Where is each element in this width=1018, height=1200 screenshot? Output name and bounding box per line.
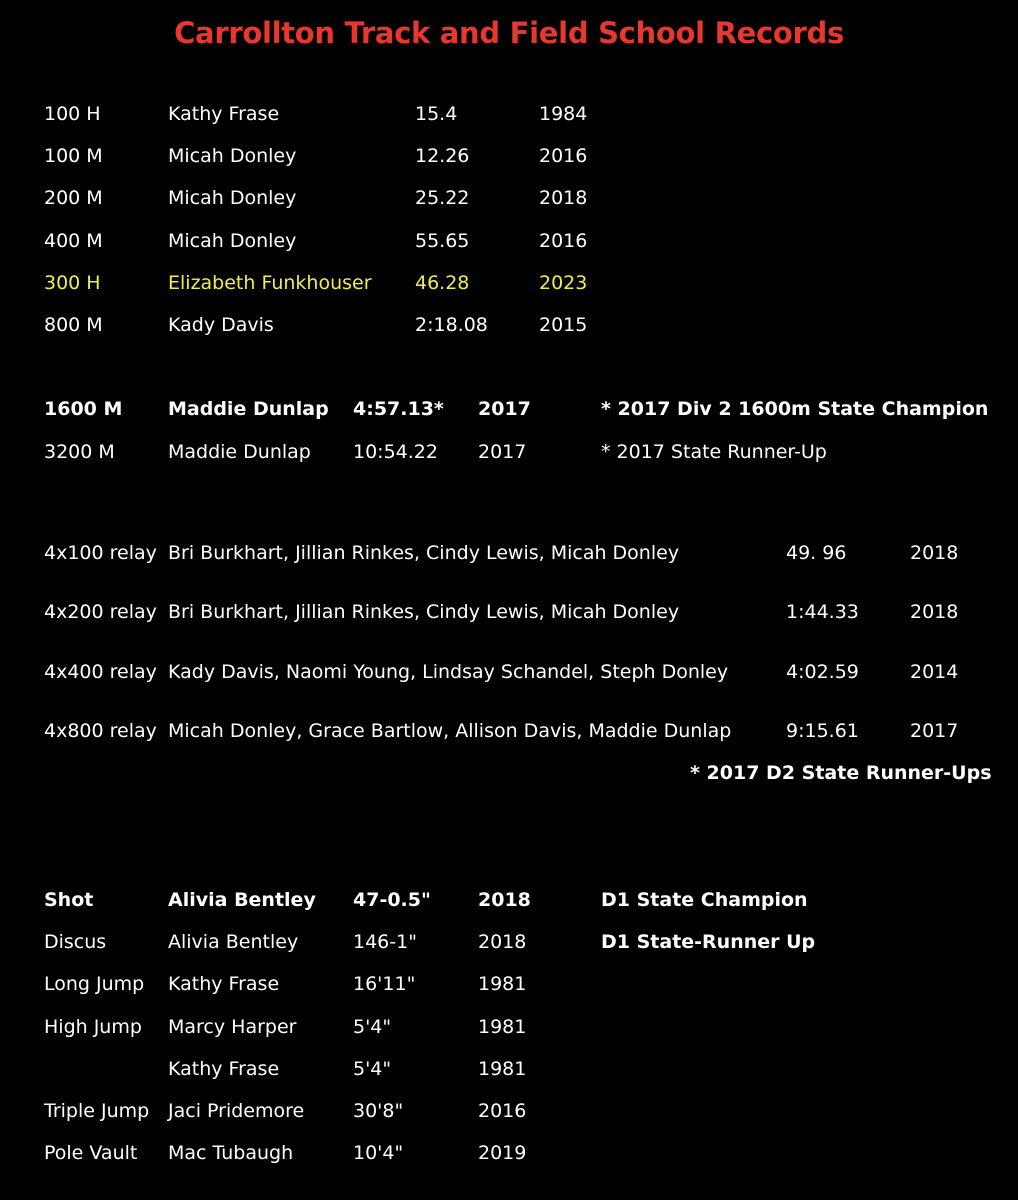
- record-mark: 25.22: [415, 187, 470, 209]
- record-year: 2018: [478, 889, 531, 911]
- record-mark: 9:15.61: [786, 720, 859, 742]
- page-title: Carrollton Track and Field School Records: [174, 16, 844, 50]
- athlete-name: Alivia Bentley: [168, 889, 316, 911]
- record-year: 2018: [478, 931, 527, 953]
- record-mark: 4:57.13*: [353, 398, 444, 420]
- athlete-name: Jaci Pridemore: [168, 1100, 305, 1122]
- record-year: 2017: [910, 720, 959, 742]
- record-mark: 5'4": [353, 1016, 392, 1038]
- record-mark: 16'11": [353, 973, 416, 995]
- record-mark: 49. 96: [786, 542, 847, 564]
- record-mark: 146-1": [353, 931, 417, 953]
- record-mark: 10'4": [353, 1142, 404, 1164]
- record-mark: 5'4": [353, 1058, 392, 1080]
- record-year: 1984: [539, 103, 588, 125]
- relay-note: * 2017 D2 State Runner-Ups: [690, 762, 992, 784]
- record-year: 2019: [478, 1142, 527, 1164]
- event-label: 4x100 relay: [44, 542, 157, 564]
- record-row-100m: [0, 141, 1018, 171]
- record-mark: 55.65: [415, 230, 470, 252]
- athlete-name: Maddie Dunlap: [168, 398, 329, 420]
- event-label: 3200 M: [44, 441, 115, 463]
- record-row-high-jump: [0, 1012, 1018, 1042]
- record-row-4x200: [0, 597, 1018, 627]
- event-label: 200 M: [44, 187, 103, 209]
- record-year: 2018: [539, 187, 588, 209]
- record-year: 1981: [478, 1016, 527, 1038]
- record-mark: 2:18.08: [415, 314, 488, 336]
- record-row-1600m: [0, 394, 1018, 424]
- record-year: 2016: [539, 145, 588, 167]
- record-row-200m: [0, 183, 1018, 213]
- record-row-400m: [0, 226, 1018, 256]
- record-year: 1981: [478, 1058, 527, 1080]
- event-label: 4x200 relay: [44, 601, 157, 623]
- athlete-name: Micah Donley: [168, 145, 297, 167]
- athlete-name: Micah Donley: [168, 230, 297, 252]
- event-label: 400 M: [44, 230, 103, 252]
- athlete-name: Kady Davis: [168, 314, 274, 336]
- event-label: 4x400 relay: [44, 661, 157, 683]
- event-label: Shot: [44, 889, 94, 911]
- record-year: 2023: [539, 272, 588, 294]
- record-year: 2018: [910, 542, 959, 564]
- record-year: 2018: [910, 601, 959, 623]
- record-note: D1 State-Runner Up: [601, 931, 816, 953]
- event-label: Discus: [44, 931, 107, 953]
- record-year: 2016: [478, 1100, 527, 1122]
- event-label: Pole Vault: [44, 1142, 138, 1164]
- record-row-shot: [0, 885, 1018, 915]
- athlete-name: Maddie Dunlap: [168, 441, 311, 463]
- event-label: 100 H: [44, 103, 101, 125]
- relay-athletes: Bri Burkhart, Jillian Rinkes, Cindy Lewis, Micah Donley: [168, 601, 680, 623]
- record-row-triple-jump: [0, 1096, 1018, 1126]
- record-row-300h-highlighted: [0, 268, 1018, 298]
- record-year: 2016: [539, 230, 588, 252]
- athlete-name: Alivia Bentley: [168, 931, 299, 953]
- athlete-name: Kathy Frase: [168, 1058, 280, 1080]
- event-label: 4x800 relay: [44, 720, 157, 742]
- record-year: 2014: [910, 661, 959, 683]
- relay-athletes: Bri Burkhart, Jillian Rinkes, Cindy Lewis, Micah Donley: [168, 542, 680, 564]
- event-label: Long Jump: [44, 973, 145, 995]
- relay-athletes: Micah Donley, Grace Bartlow, Allison Davis, Maddie Dunlap: [168, 720, 732, 742]
- athlete-name: Kathy Frase: [168, 103, 280, 125]
- record-mark: 1:44.33: [786, 601, 859, 623]
- athlete-name: Micah Donley: [168, 187, 297, 209]
- record-row-4x100: [0, 538, 1018, 568]
- event-label: 100 M: [44, 145, 103, 167]
- record-year: 2017: [478, 441, 527, 463]
- athlete-name: Kathy Frase: [168, 973, 280, 995]
- record-mark: 12.26: [415, 145, 470, 167]
- record-mark: 10:54.22: [353, 441, 438, 463]
- athlete-name: Mac Tubaugh: [168, 1142, 294, 1164]
- record-row-4x400: [0, 657, 1018, 687]
- record-mark: 4:02.59: [786, 661, 859, 683]
- record-row-3200m: [0, 437, 1018, 467]
- relay-athletes: Kady Davis, Naomi Young, Lindsay Schandel, Steph Donley: [168, 661, 729, 683]
- event-label: 300 H: [44, 272, 101, 294]
- record-mark: 30'8": [353, 1100, 404, 1122]
- record-row-long-jump: [0, 969, 1018, 999]
- record-year: 2015: [539, 314, 588, 336]
- event-label: 800 M: [44, 314, 103, 336]
- record-row-high-jump-tie: [0, 1054, 1018, 1084]
- record-note: * 2017 Div 2 1600m State Champion: [601, 398, 989, 420]
- event-label: Triple Jump: [44, 1100, 150, 1122]
- athlete-name: Elizabeth Funkhouser: [168, 272, 372, 294]
- record-mark: 46.28: [415, 272, 470, 294]
- event-label: 1600 M: [44, 398, 123, 420]
- record-row-discus: [0, 927, 1018, 957]
- record-note: * 2017 State Runner-Up: [601, 441, 827, 463]
- record-year: 2017: [478, 398, 531, 420]
- record-mark: 47-0.5": [353, 889, 431, 911]
- record-row-100h: [0, 99, 1018, 129]
- record-row-800m: [0, 310, 1018, 340]
- record-row-4x800: [0, 716, 1018, 746]
- record-mark: 15.4: [415, 103, 458, 125]
- record-row-pole-vault: [0, 1138, 1018, 1168]
- record-note: D1 State Champion: [601, 889, 808, 911]
- event-label: High Jump: [44, 1016, 142, 1038]
- athlete-name: Marcy Harper: [168, 1016, 297, 1038]
- record-year: 1981: [478, 973, 527, 995]
